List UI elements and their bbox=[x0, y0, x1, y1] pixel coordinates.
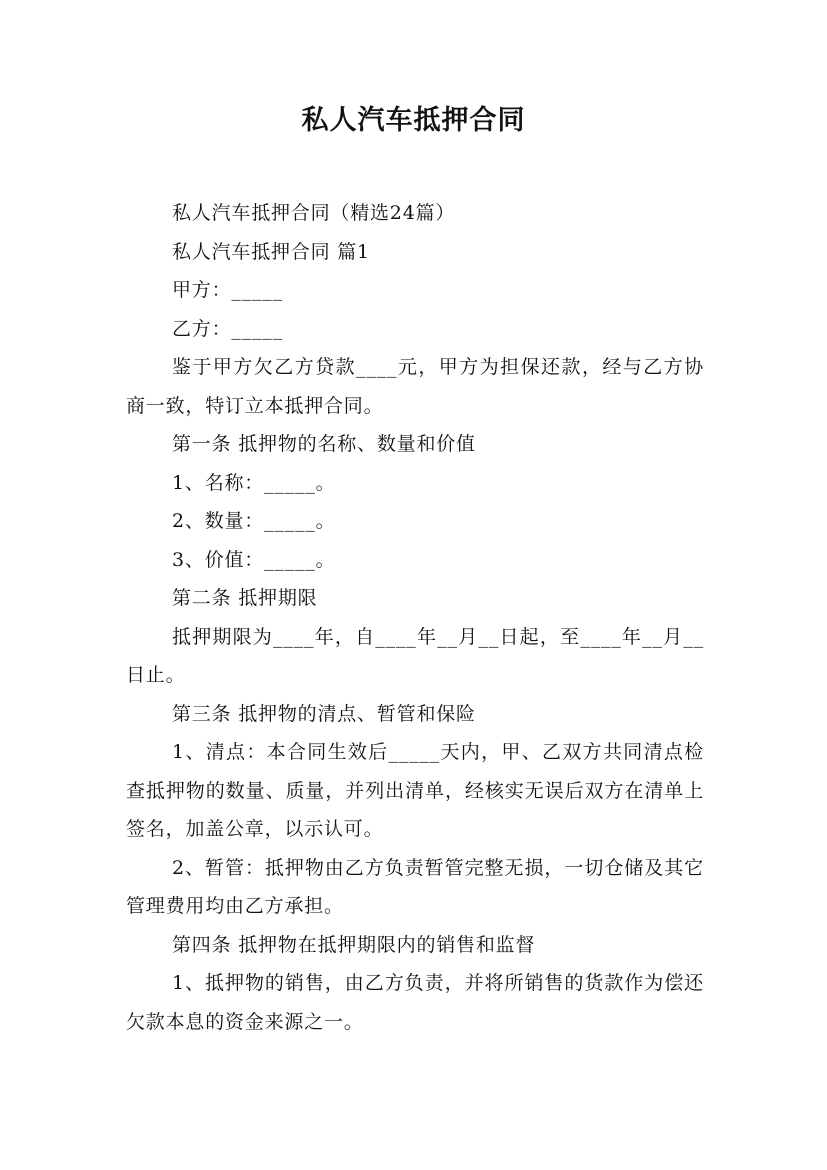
paragraph-article-1-item-3: 3、价值：_____。 bbox=[172, 548, 336, 571]
paragraph-article-3-item-1: 1、清点：本合同生效后_____天内，甲、乙双方共同清点检查抵押物的数量、质量，并列出清单，经核实无误后双方在清单上签名，加盖公章，以示认可。 bbox=[126, 741, 704, 840]
paragraph-party-b: 乙方：_____ bbox=[172, 317, 283, 340]
document-title: 私人汽车抵押合同 bbox=[301, 105, 526, 136]
paragraph-article-3-heading: 第三条 抵押物的清点、暂管和保险 bbox=[172, 702, 476, 725]
paragraph-subtitle: 私人汽车抵押合同（精选24篇） bbox=[172, 202, 456, 224]
paragraph-article-1-item-1: 1、名称：_____。 bbox=[172, 471, 336, 494]
paragraph-article-4-heading: 第四条 抵押物在抵押期限内的销售和监督 bbox=[172, 933, 536, 956]
paragraph-article-2-text: 抵押期限为____年，自____年__月__日起，至____年__月__日止。 bbox=[126, 625, 704, 686]
paragraph-article-4-item-1: 1、抵押物的销售，由乙方负责，并将所销售的货款作为偿还欠款本息的资金来源之一。 bbox=[126, 972, 704, 1033]
paragraph-article-1-heading: 第一条 抵押物的名称、数量和价值 bbox=[172, 433, 476, 455]
paragraph-section-heading: 私人汽车抵押合同 篇1 bbox=[172, 240, 370, 263]
document-body bbox=[126, 194, 704, 1041]
paragraph-article-2-heading: 第二条 抵押期限 bbox=[172, 587, 318, 609]
paragraph-article-1-item-2: 2、数量：_____。 bbox=[172, 510, 336, 532]
paragraph-party-a: 甲方：_____ bbox=[172, 279, 283, 301]
paragraph-preamble: 鉴于甲方欠乙方贷款____元，甲方为担保还款，经与乙方协商一致，特订立本抵押合同。 bbox=[126, 356, 704, 417]
paragraph-article-3-item-2: 2、暂管：抵押物由乙方负责暂管完整无损，一切仓储及其它管理费用均由乙方承担。 bbox=[126, 856, 704, 917]
